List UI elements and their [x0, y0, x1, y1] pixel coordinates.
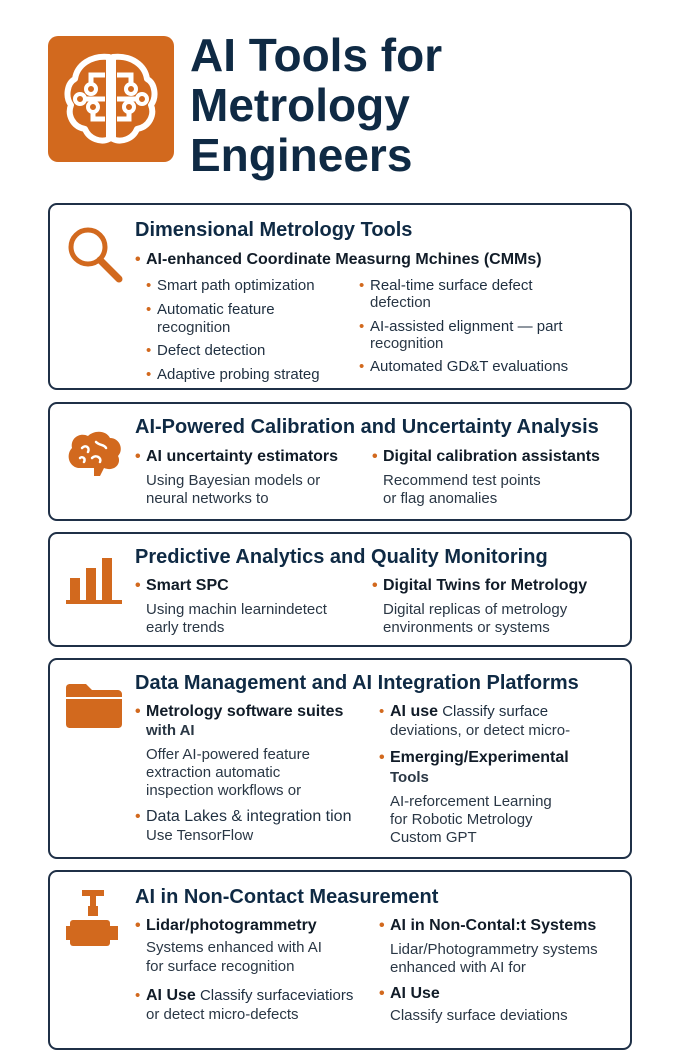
- ai-brain-logo: [48, 36, 174, 162]
- bullet-left-2-cont: recognition: [157, 319, 231, 336]
- left2-title: [146, 987, 353, 1005]
- section-calibration: [48, 402, 632, 521]
- section-dimensional-metrology: [48, 203, 632, 390]
- main-bullet: • AI-enhanced Coordinate Measurng Mchines (CMMs): [146, 251, 542, 269]
- right-title: • Digital Twins for Metrology: [383, 577, 587, 595]
- right-line-1: Recommend test points: [383, 472, 541, 489]
- right-title-bold: AI use: [390, 703, 439, 720]
- left-title: • Lidar/photogrammetry: [146, 917, 317, 935]
- bullet-right-1: • Real-time surface defect: [370, 277, 533, 295]
- left-bottom-bullet: • Data Lakes & integration tion: [146, 808, 351, 826]
- bullet-left-2: • Automatic feature: [157, 301, 275, 319]
- left-line-1: Using machin learnindetect: [146, 601, 327, 618]
- bullet-right-1-cont: defection: [370, 294, 431, 311]
- left-title-1: • Metrology software suites: [146, 703, 343, 721]
- folder-icon: [64, 682, 124, 730]
- bullet-left-3: • Defect detection: [157, 342, 265, 360]
- left-line-2: for surface recognition: [146, 958, 295, 975]
- page-title: [190, 30, 590, 180]
- right-title-rest: Classify surface: [442, 703, 549, 720]
- section-data-management: [48, 658, 632, 859]
- bullet-left-1: • Smart path optimization: [157, 277, 315, 295]
- right-line-2: enhanced with AI for: [390, 959, 526, 976]
- left-line-1: Offer AI-powered feature: [146, 746, 310, 763]
- left-title: • Smart SPC: [146, 577, 229, 595]
- left-title-2: with AI: [146, 722, 195, 739]
- right-title: [390, 703, 548, 721]
- right2-line: Classify surface deviations: [390, 1007, 568, 1024]
- section-heading: AI-Powered Calibration and Uncertainty Analysis: [135, 416, 599, 438]
- section-predictive-analytics: [48, 532, 632, 647]
- brain-icon: [64, 428, 124, 478]
- left-line-2: early trends: [146, 619, 225, 636]
- lidar-scanner-icon: [64, 890, 122, 948]
- section-non-contact: [48, 870, 632, 1050]
- section-heading: Data Management and AI Integration Platforms: [135, 672, 579, 694]
- right2-line-2: for Robotic Metrology: [390, 811, 533, 828]
- right-title: • Digital calibration assistants: [383, 448, 600, 466]
- magnifier-icon: [64, 223, 126, 285]
- left2-line-2: or detect micro-defects: [146, 1006, 299, 1023]
- right2-title-1: • Emerging/Experimental: [390, 749, 569, 767]
- left2-rest: Classify surfaceviatiors: [199, 987, 354, 1004]
- section-heading: AI in Non-Contact Measurement: [135, 886, 439, 908]
- title-line-1: AI Tools for: [190, 29, 443, 81]
- section-heading: Dimensional Metrology Tools: [135, 219, 413, 241]
- right-title: • AI in Non-Contal:t Systems: [390, 917, 596, 935]
- right-line-1: Lidar/Photogrammetry systems: [390, 941, 598, 958]
- left-title: • AI uncertainty estimators: [146, 448, 338, 466]
- bullet-right-3: • Automated GD&T evaluations: [370, 358, 568, 376]
- bullet-right-2-cont: recognition: [370, 335, 444, 352]
- left2-bold: AI Use: [146, 987, 196, 1004]
- bullet-right-2: • AI-assisted elignment — part: [370, 318, 563, 336]
- title-line-2: Metrology: [190, 79, 410, 131]
- left-bottom-line: Use TensorFlow: [146, 827, 254, 844]
- header: [48, 29, 648, 186]
- right2-title: • AI Use: [390, 985, 440, 1003]
- left-line-3: inspection workflows or: [146, 782, 302, 799]
- left-line-1: Using Bayesian models or: [146, 472, 321, 489]
- right2-line-1: AI-reforcement Learning: [390, 793, 552, 810]
- right-line-1: Digital replicas of metrology: [383, 601, 568, 618]
- right-title-line-2: deviations, or detect micro-: [390, 722, 571, 739]
- left-line-2: extraction automatic: [146, 764, 281, 781]
- title-line-3: Engineers: [190, 129, 413, 181]
- left-line-2: neural networks to: [146, 490, 269, 507]
- section-heading: Predictive Analytics and Quality Monitoring: [135, 546, 548, 568]
- right2-title-2: Tools: [390, 769, 429, 786]
- circuit-brain-icon: [61, 49, 161, 149]
- right2-line-3: Custom GPT: [390, 829, 477, 846]
- bar-chart-icon: [66, 556, 122, 604]
- right-line-2: or flag anomalies: [383, 490, 498, 507]
- right-line-2: environments or systems: [383, 619, 550, 636]
- left-line-1: Systems enhanced with AI: [146, 939, 322, 956]
- bullet-left-4: • Adaptive probing strateg: [157, 366, 320, 384]
